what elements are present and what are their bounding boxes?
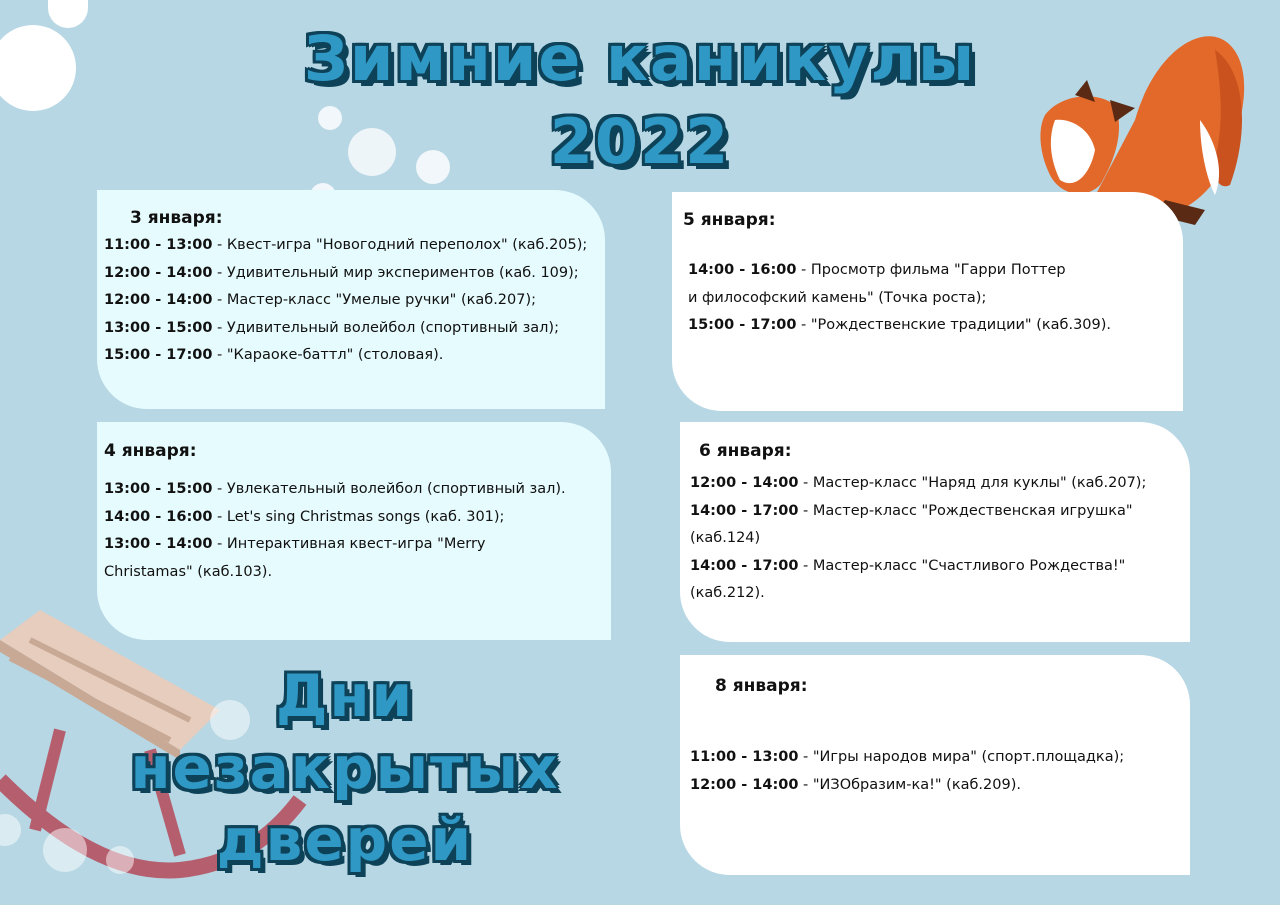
day-card-jan5 <box>672 192 1183 411</box>
event-item: Christamas" (каб.103). <box>104 563 273 580</box>
event-item: 14:00 - 16:00 - Просмотр фильма "Гарри Поттер <box>688 262 1066 278</box>
event-item: 15:00 - 17:00 - "Рождественские традиции" (каб.309). <box>688 317 1112 333</box>
event-item: 13:00 - 15:00 - Увлекательный волейбол (спортивный зал). <box>104 481 566 497</box>
event-list <box>688 257 1111 340</box>
event-item: 13:00 - 15:00 - Удивительный волейбол (спортивный зал); <box>104 319 559 336</box>
event-item: 11:00 - 13:00 - "Игры народов мира" (спорт.площадка); <box>690 749 1125 765</box>
day-date: 6 января: <box>699 441 792 461</box>
event-item: 11:00 - 13:00 - Квест-игра "Новогодний переполох" (каб.205); <box>104 237 588 253</box>
page-title: Зимние каникулы <box>303 22 977 95</box>
event-item: 15:00 - 17:00 - "Караоке-баттл" (столовая). <box>104 347 444 363</box>
event-item: 12:00 - 14:00 - Мастер-класс "Наряд для куклы" (каб.207); <box>690 475 1147 491</box>
day-date: 4 января: <box>104 441 197 461</box>
event-list <box>690 470 1146 608</box>
open-days-title: Дни незакрытых дверей <box>130 662 560 874</box>
event-item: 14:00 - 17:00 - Мастер-класс "Рождественская игрушка" <box>690 502 1133 519</box>
day-card-jan8 <box>680 655 1190 875</box>
event-item: (каб.124) <box>690 530 761 546</box>
event-list <box>104 476 566 586</box>
event-list <box>690 744 1124 799</box>
page-year: 2022 <box>549 105 731 178</box>
day-card-jan4 <box>97 422 611 640</box>
event-item: 14:00 - 16:00 - Let's sing Christmas songs (каб. 301); <box>104 508 505 525</box>
day-date: 5 января: <box>683 210 776 230</box>
day-date: 3 января: <box>130 208 223 228</box>
day-card-jan3 <box>97 190 605 409</box>
event-item: 12:00 - 14:00 - Мастер-класс "Умелые ручки" (каб.207); <box>104 292 537 308</box>
day-card-jan6 <box>680 422 1190 642</box>
event-item: 14:00 - 17:00 - Мастер-класс "Счастливого Рождества!" <box>690 557 1126 574</box>
event-item: и философский камень" (Точка роста); <box>688 289 987 306</box>
event-item: (каб.212). <box>690 585 765 601</box>
event-item: 13:00 - 14:00 - Интерактивная квест-игра "Merry <box>104 536 486 552</box>
day-date: 8 января: <box>715 676 808 696</box>
event-list <box>104 232 587 370</box>
event-item: 12:00 - 14:00 - "ИЗОбразим-ка!" (каб.209). <box>690 776 1021 793</box>
event-item: 12:00 - 14:00 - Удивительный мир экспериментов (каб. 109); <box>104 264 579 281</box>
